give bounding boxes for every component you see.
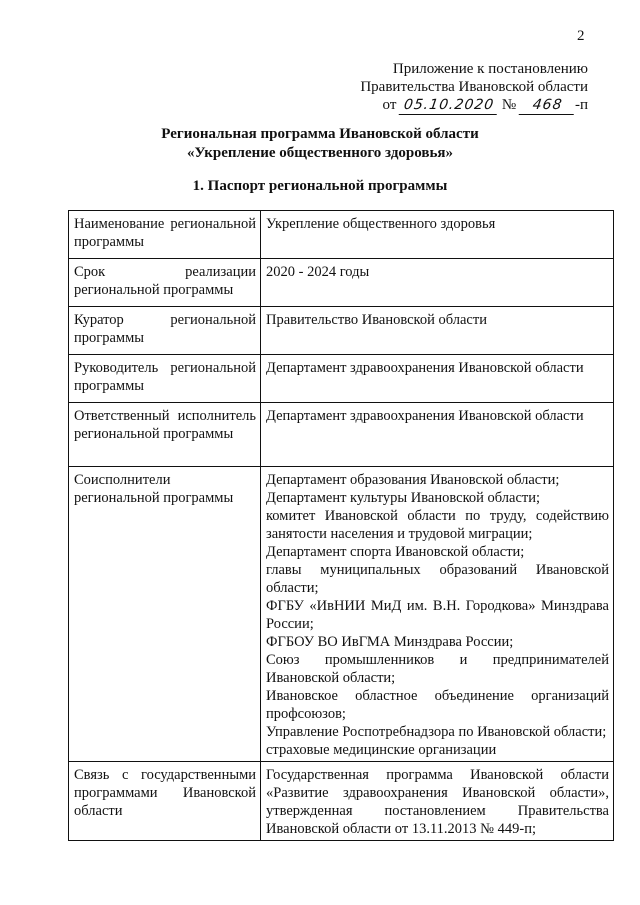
table-row: [69, 403, 614, 467]
list-item: Управление Роспотребнадзора по Ивановской области;: [266, 724, 607, 740]
row-label: Наименование региональной программы: [69, 211, 261, 259]
list-item: Ивановское областное объединение организаций профсоюзов;: [266, 688, 609, 722]
row-value: Укрепление общественного здоровья: [261, 211, 614, 259]
section-heading: 1. Паспорт региональной программы: [192, 178, 448, 194]
row-value: Правительство Ивановской области: [261, 307, 614, 355]
row-value: Государственная программа Ивановской области «Развитие здравоохранения Ивановской области», утвержденная постановлением Правительства Ивановской области от 13.11.2013 № 449-п;: [261, 762, 614, 841]
table-row: [69, 307, 614, 355]
row-label: [69, 307, 261, 355]
appendix-header: [340, 60, 588, 115]
row-label-part: региональной программы: [74, 282, 234, 298]
co-executors-list: [261, 467, 614, 762]
list-item: Департамент образования Ивановской области;: [266, 472, 560, 488]
list-item: Департамент культуры Ивановской области;: [266, 490, 541, 506]
list-item: ФГБОУ ВО ИвГМА Минздрава России;: [266, 634, 514, 650]
row-label-part: Срок реализации: [74, 264, 256, 280]
row-label: Ответственный исполнитель региональной программы: [69, 403, 261, 467]
row-label: [69, 259, 261, 307]
appendix-line-3: [340, 96, 588, 115]
document-title-line-2: «Укрепление общественного здоровья»: [186, 145, 454, 161]
table-row: [69, 762, 614, 841]
appendix-line-1: Приложение к постановлению: [392, 61, 588, 77]
number-sign: №: [501, 97, 517, 113]
appendix-line-2: Правительства Ивановской области: [360, 79, 588, 95]
row-value: Департамент здравоохранения Ивановской области: [261, 403, 614, 467]
table-row: [69, 259, 614, 307]
document-title-line-1: Региональная программа Ивановской области: [161, 126, 479, 142]
row-label: Связь с государственными программами Ивановской области: [69, 762, 261, 841]
row-label: Соисполнители региональной программы: [69, 467, 261, 762]
table-row: [69, 211, 614, 259]
number-suffix: -п: [574, 97, 588, 113]
list-item: главы муниципальных образований Ивановской области;: [266, 562, 609, 596]
list-item: страховые медицинские организации: [266, 742, 497, 758]
handwritten-date: 05.10.2020: [399, 96, 500, 115]
handwritten-number: 468: [519, 96, 577, 115]
appendix-from: от: [382, 97, 397, 113]
table-row: [69, 355, 614, 403]
table-row: [69, 467, 614, 762]
page-number: 2: [577, 28, 585, 44]
program-passport-table: [68, 210, 614, 841]
list-item: ФГБУ «ИвНИИ МиД им. В.Н. Городкова» Минздрава России;: [266, 598, 609, 632]
list-item: Союз промышленников и предпринимателей Ивановской области;: [266, 652, 609, 686]
list-item: Департамент спорта Ивановской области;: [266, 544, 525, 560]
row-label-part: Куратор региональной: [74, 312, 256, 328]
row-value: Департамент здравоохранения Ивановской области: [261, 355, 614, 403]
list-item: комитет Ивановской области по труду, содействию занятости населения и трудовой миграции;: [266, 508, 609, 542]
row-label-part: программы: [74, 330, 144, 346]
row-value: 2020 - 2024 годы: [261, 259, 614, 307]
row-label: Руководитель региональной программы: [69, 355, 261, 403]
